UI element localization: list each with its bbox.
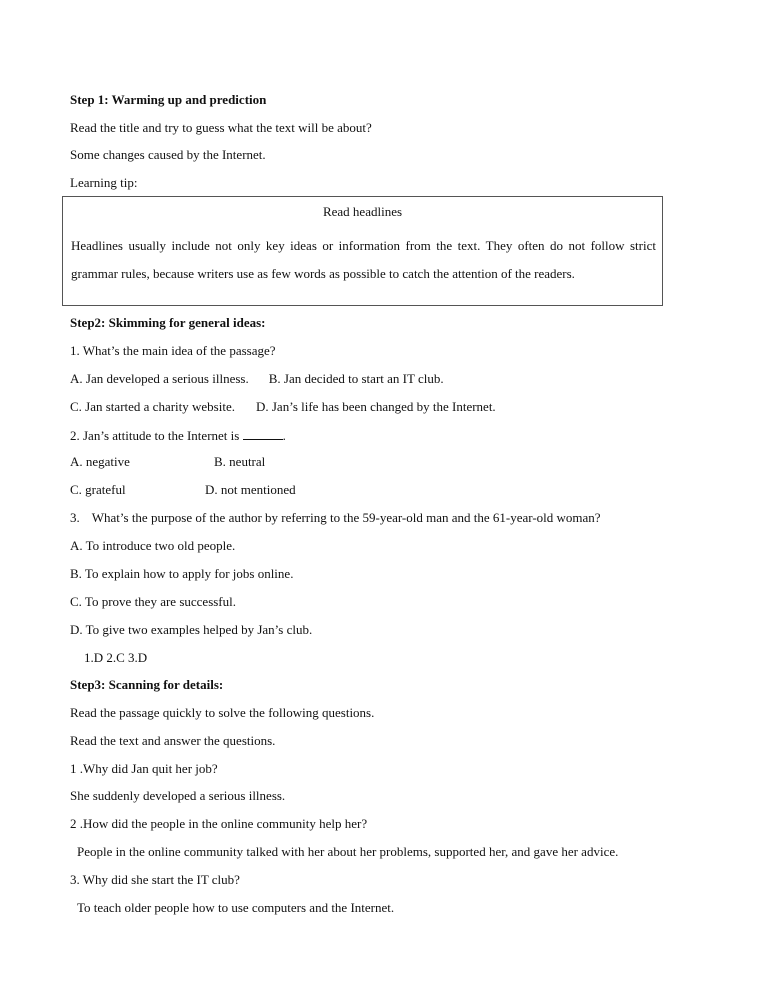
step1-answer: Some changes caused by the Internet. (70, 147, 266, 162)
q2-option-b: B. neutral (214, 454, 266, 469)
step2-q1-options-row2 (70, 399, 496, 415)
q2-option-a: A. negative (70, 454, 130, 469)
q2-question-text: 2. Jan’s attitude to the Internet is (70, 428, 243, 443)
step2-q3 (70, 510, 601, 526)
step2-q2 (70, 427, 286, 444)
step3-instruction-1: Read the passage quickly to solve the following questions. (70, 705, 375, 720)
q2-option-d: D. not mentioned (205, 482, 296, 497)
step3-instruction-2: Read the text and answer the questions. (70, 733, 276, 748)
step2-q1: 1. What’s the main idea of the passage? (70, 343, 276, 358)
step2-heading: Step2: Skimming for general ideas: (70, 315, 266, 330)
step2-answer-key: 1.D 2.C 3.D (84, 650, 148, 665)
q3-question-text: What’s the purpose of the author by referring to the 59-year-old man and the 61-year-old woman? (91, 510, 601, 525)
step1-instruction: Read the title and try to guess what the text will be about? (70, 120, 372, 135)
q2-option-c: C. grateful (70, 482, 126, 497)
answer-blank (243, 427, 283, 440)
q2-question-end: . (282, 428, 286, 443)
step3-answer-3: To teach older people how to use computers and the Internet. (77, 900, 395, 915)
tip-box-body: Headlines usually include not only key ideas or information from the text. They often do not follow strict grammar rules, because writers use as few words as possible to catch the attention of the readers. (71, 238, 656, 281)
step3-question-1: 1 .Why did Jan quit her job? (70, 761, 218, 776)
q3-option-a: A. To introduce two old people. (70, 538, 236, 553)
step3-answer-2: People in the online community talked with her about her problems, supported her, and gave her advice. (77, 844, 619, 859)
step2-q2-options-row2 (70, 482, 296, 498)
step3-question-3: 3. Why did she start the IT club? (70, 872, 240, 887)
q3-option-d: D. To give two examples helped by Jan’s club. (70, 622, 313, 637)
learning-tip-box (62, 196, 663, 306)
step3-heading: Step3: Scanning for details: (70, 677, 224, 692)
step2-q1-options-row1 (70, 371, 444, 387)
q1-option-d: D. Jan’s life has been changed by the Internet. (255, 399, 496, 414)
tip-box-title: Read headlines (322, 204, 403, 219)
q1-option-b: B. Jan decided to start an IT club. (268, 371, 444, 386)
step3-answer-1: She suddenly developed a serious illness. (70, 788, 286, 803)
q3-option-c: C. To prove they are successful. (70, 594, 236, 609)
step2-q2-options-row1 (70, 454, 266, 470)
step1-heading: Step 1: Warming up and prediction (70, 92, 267, 107)
learning-tip-label: Learning tip: (70, 175, 138, 190)
step3-question-2: 2 .How did the people in the online community help her? (70, 816, 368, 831)
q3-number: 3. (70, 510, 80, 525)
q1-option-c: C. Jan started a charity website. (70, 399, 235, 414)
q1-option-a: A. Jan developed a serious illness. (70, 371, 249, 386)
q3-option-b: B. To explain how to apply for jobs online. (70, 566, 294, 581)
